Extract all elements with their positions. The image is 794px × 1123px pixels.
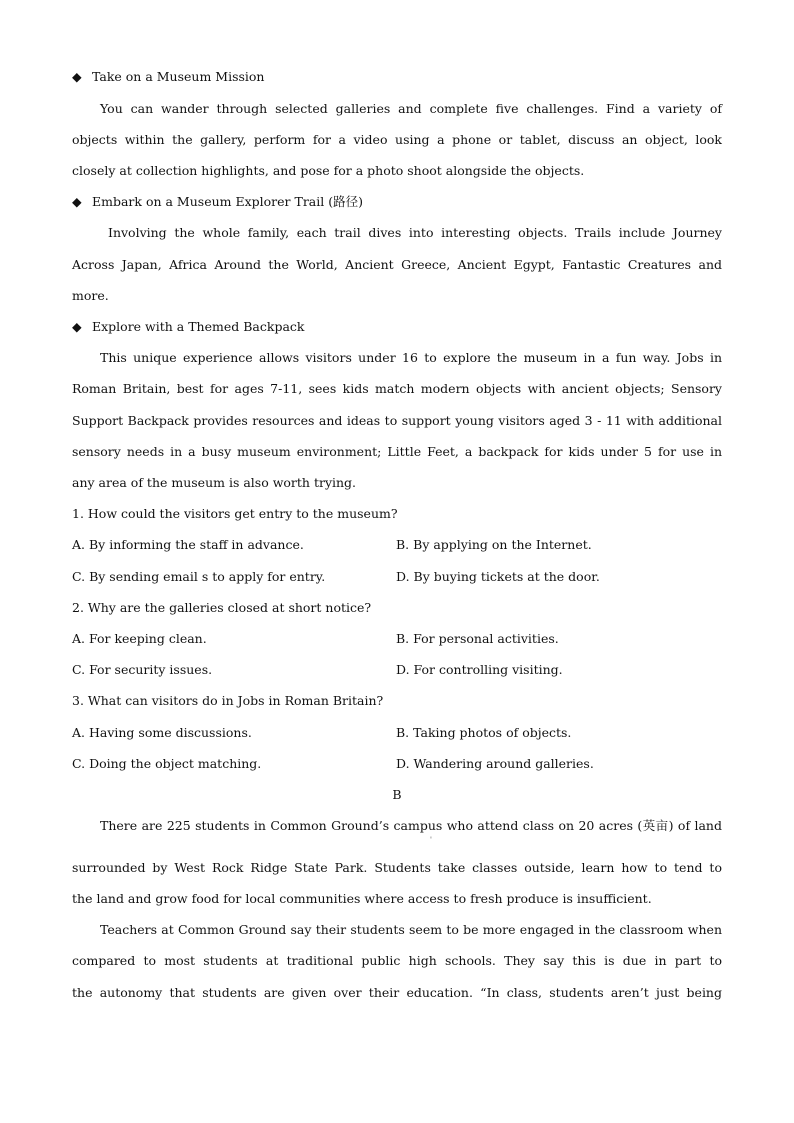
question-stem: 1. How could the visitors get entry to the museum? xyxy=(72,506,398,521)
option-c: C. By sending email s to apply for entry. xyxy=(72,569,326,584)
paragraph-line: Roman Britain, best for ages 7-11, sees kids match modern objects with ancient objects; Sensory xyxy=(72,381,722,396)
bullet-diamond-icon: ◆ xyxy=(72,194,82,209)
option-d: D. Wandering around galleries. xyxy=(396,756,594,771)
paragraph-line: Support Backpack provides resources and ideas to support young visitors aged 3 - 11 with additional xyxy=(72,413,722,428)
paragraph-line: This unique experience allows visitors under 16 to explore the museum in a fun way. Jobs in xyxy=(100,350,722,365)
paragraph-line: Across Japan, Africa Around the World, Ancient Greece, Ancient Egypt, Fantastic Creatures and xyxy=(72,257,722,272)
tick-mark: ' xyxy=(430,836,432,844)
section-heading-backpack: ◆ Explore with a Themed Backpack xyxy=(72,319,305,334)
option-a: A. For keeping clean. xyxy=(72,631,207,646)
paragraph-line: Involving the whole family, each trail dives into interesting objects. Trails include Journey xyxy=(108,225,722,240)
question-stem: 2. Why are the galleries closed at short notice? xyxy=(72,600,372,615)
option-b: B. For personal activities. xyxy=(396,631,559,646)
bullet-diamond-icon: ◆ xyxy=(72,69,82,84)
paragraph-line: surrounded by West Rock Ridge State Park. Students take classes outside, learn how to tend to xyxy=(72,860,722,875)
paragraph-line: There are 225 students in Common Ground’s campus who attend class on 20 acres (英亩) of land xyxy=(100,818,722,833)
option-c: C. Doing the object matching. xyxy=(72,756,262,771)
paragraph-line: more. xyxy=(72,288,109,303)
section-heading-trail: ◆ Embark on a Museum Explorer Trail (路径) xyxy=(72,194,363,209)
section-heading-mission: ◆ Take on a Museum Mission xyxy=(72,69,265,84)
paragraph-line: any area of the museum is also worth trying. xyxy=(72,475,357,490)
option-a: A. By informing the staff in advance. xyxy=(72,537,304,552)
paragraph-line: closely at collection highlights, and pose for a photo shoot alongside the objects. xyxy=(72,163,585,178)
option-d: D. By buying tickets at the door. xyxy=(396,569,600,584)
paragraph-line: sensory needs in a busy museum environment; Little Feet, a backpack for kids under 5 for use in xyxy=(72,444,722,459)
paragraph-line: You can wander through selected galleries and complete five challenges. Find a variety of xyxy=(100,101,722,116)
option-a: A. Having some discussions. xyxy=(72,725,252,740)
paragraph-line: Teachers at Common Ground say their students seem to be more engaged in the classroom when xyxy=(100,922,722,937)
section-b-label: B xyxy=(392,787,402,802)
option-b: B. By applying on the Internet. xyxy=(396,537,592,552)
paragraph-line: compared to most students at traditional public high schools. They say this is due in part to xyxy=(72,953,722,968)
option-b: B. Taking photos of objects. xyxy=(396,725,572,740)
option-d: D. For controlling visiting. xyxy=(396,662,563,677)
option-c: C. For security issues. xyxy=(72,662,213,677)
paragraph-line: the autonomy that students are given over their education. “In class, students aren’t just being xyxy=(72,985,722,1000)
bullet-diamond-icon: ◆ xyxy=(72,319,82,334)
question-stem: 3. What can visitors do in Jobs in Roman Britain? xyxy=(72,693,384,708)
paragraph-line: the land and grow food for local communities where access to fresh produce is insufficient. xyxy=(72,891,652,906)
paragraph-line: objects within the gallery, perform for a video using a phone or tablet, discuss an object, look xyxy=(72,132,722,147)
